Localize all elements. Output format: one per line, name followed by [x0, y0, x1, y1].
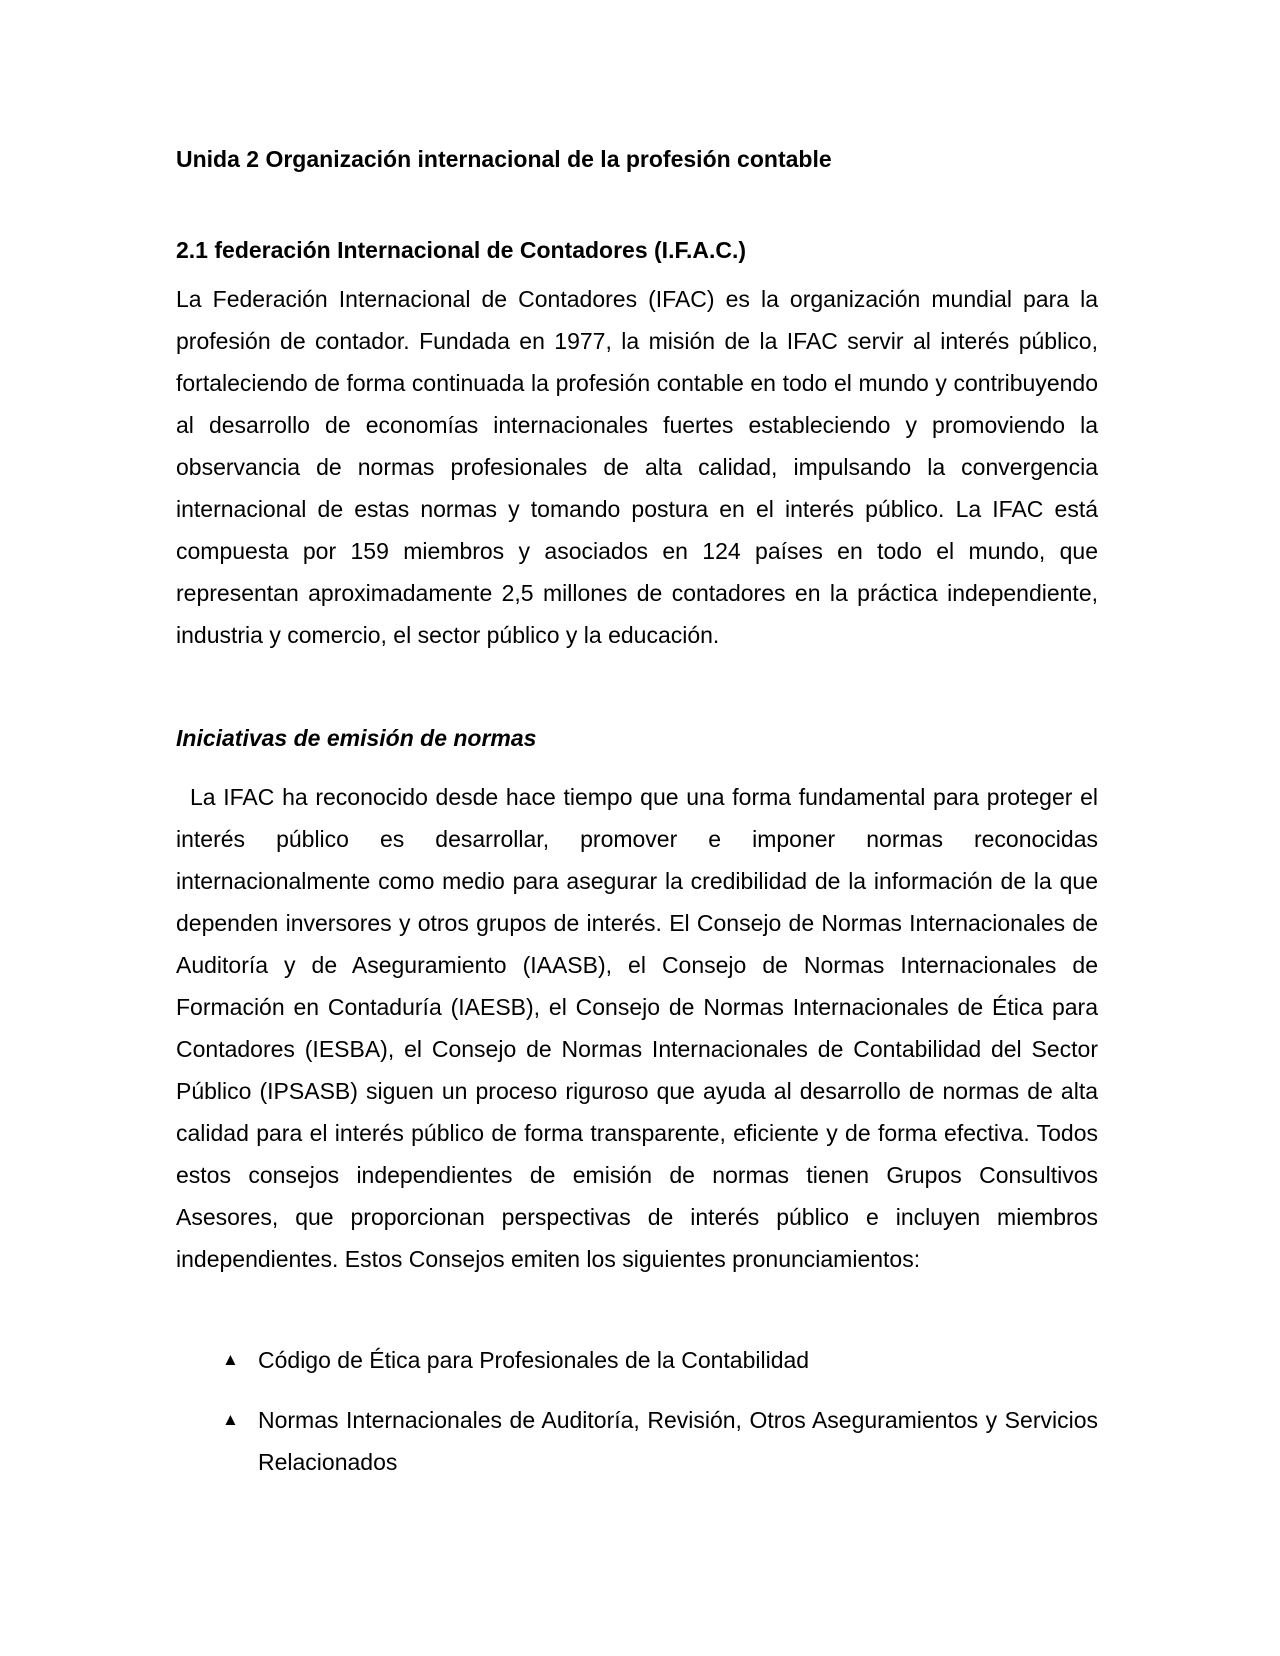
subheading-standards-initiatives: Iniciativas de emisión de normas [176, 725, 537, 751]
list-item [176, 1339, 1098, 1381]
paragraph-ifac-description: La Federación Internacional de Contadores (IFAC) es la organización mundial para la profesión de contador. Fundada en 1977, la misión de la IFAC servir al interés público, fortaleciendo de forma continuada la profesión contable en todo el mundo y contribuyendo al desarrollo de economías internacionales fuertes estableciendo y promoviendo la observancia de normas profesionales de alta calidad, impulsando la convergencia internacional de estas normas y tomando postura en el interés público. La IFAC está compuesta por 159 miembros y asociados en 124 países en todo el mundo, que representan aproximadamente 2,5 millones de contadores en la práctica independiente, industria y comercio, el sector público y la educación. [176, 286, 1098, 648]
pronouncements-list [176, 1339, 1098, 1501]
list-item-text: Código de Ética para Profesionales de la Contabilidad [258, 1347, 810, 1373]
paragraph-standards-setting: La IFAC ha reconocido desde hace tiempo que una forma fundamental para proteger el interés público es desarrollar, promover e imponer normas reconocidas internacionalmente como medio para asegurar la credibilidad de la información de la que dependen inversores y otros grupos de interés. El Consejo de Normas Internacionales de Auditoría y de Aseguramiento (IAASB), el Consejo de Normas Internacionales de Formación en Contaduría (IAESB), el Consejo de Normas Internacionales de Ética para Contadores (IESBA), el Consejo de Normas Internacionales de Contabilidad del Sector Público (IPSASB) siguen un proceso riguroso que ayuda al desarrollo de normas de alta calidad para el interés público de forma transparente, eficiente y de forma efectiva. Todos estos consejos independientes de emisión de normas tienen Grupos Consultivos Asesores, que proporcionan perspectivas de interés público e incluyen miembros independientes. Estos Consejos emiten los siguientes pronunciamientos: [176, 784, 1098, 1272]
list-item [176, 1399, 1098, 1483]
list-item-text: Normas Internacionales de Auditoría, Revisión, Otros Aseguramientos y Servicios Relacionados [258, 1407, 1098, 1475]
triangle-bullet-icon: ▲ [222, 1410, 239, 1429]
section-heading: 2.1 federación Internacional de Contadores (I.F.A.C.) [176, 237, 747, 263]
triangle-bullet-icon: ▲ [222, 1350, 239, 1369]
document-title: Unida 2 Organización internacional de la profesión contable [176, 146, 832, 172]
